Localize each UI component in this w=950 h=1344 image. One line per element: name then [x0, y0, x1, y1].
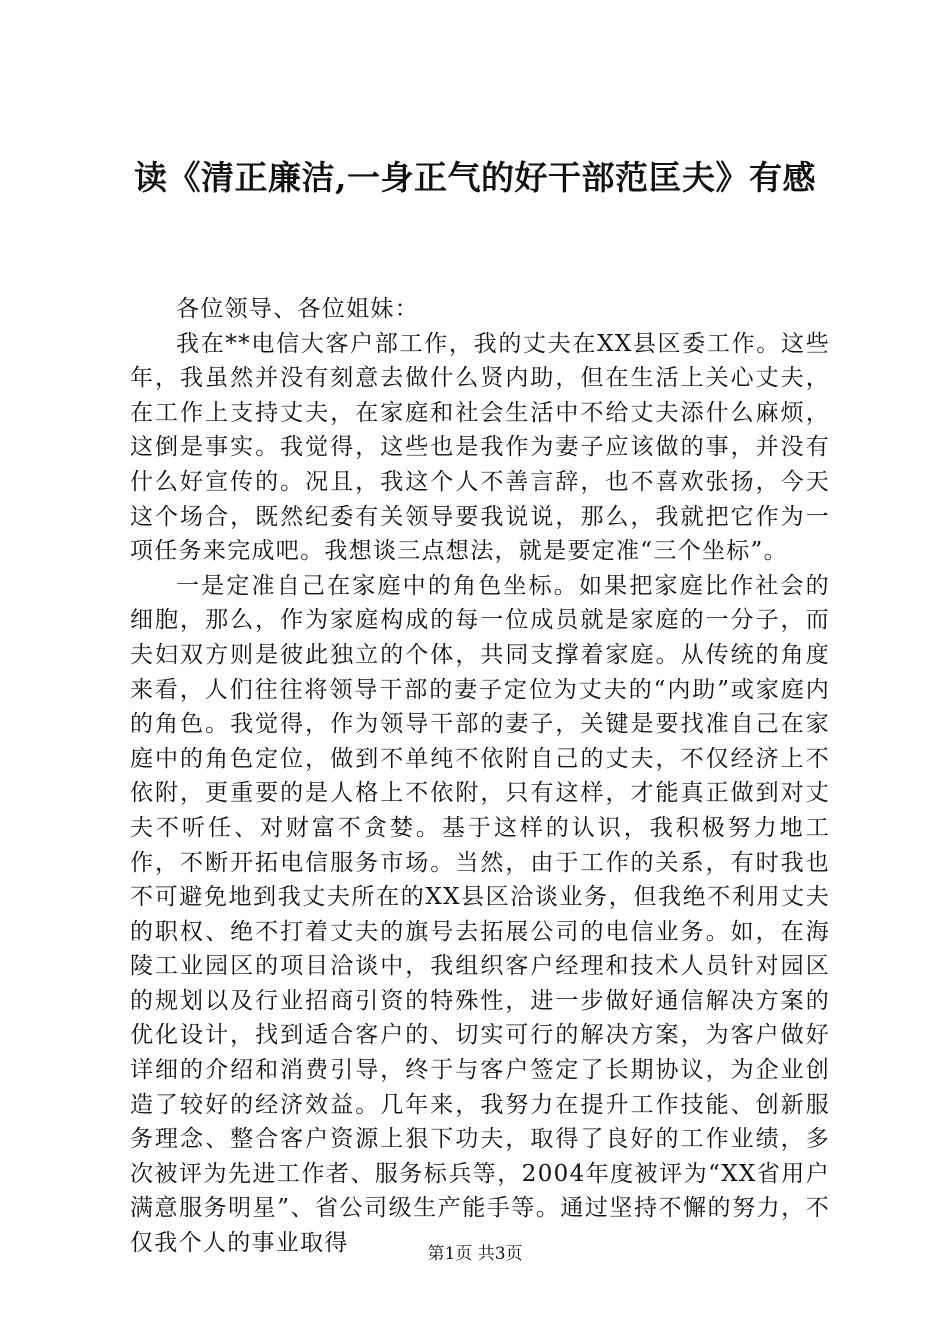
document-body	[130, 292, 830, 1261]
salutation: 各位领导、各位姐妹：	[176, 296, 419, 322]
page-number: 第1页 共3页	[427, 1244, 523, 1264]
paragraph-intro: 我在**电信大客户部工作，我的丈夫在XX县区委工作。这些年，我虽然并没有刻意去做什么贤内助，但在生活上关心丈夫，在工作上支持丈夫，在家庭和社会生活中不给丈夫添什么麻烦，这倒是事实。我觉得，这些也是我作为妻子应该做的事，并没有什么好宣传的。况且，我这个人不善言辞，也不喜欢张扬，今天这个场合，既然纪委有关领导要我说说，那么，我就把它作为一项任务来完成吧。我想谈三点想法，就是要定准“三个坐标”。	[130, 330, 830, 565]
paragraph-first-point: 一是定准自己在家庭中的角色坐标。如果把家庭比作社会的细胞，那么，作为家庭构成的每一位成员就是家庭的一分子，而夫妇双方则是彼此独立的个体，共同支撑着家庭。从传统的角度来看，人们往往将领导干部的妻子定位为丈夫的“内助”或家庭内的角色。我觉得，作为领导干部的妻子，关键是要找准自己在家庭中的角色定位，做到不单纯不依附自己的丈夫，不仅经济上不依附，更重要的是人格上不依附，只有这样，才能真正做到对丈夫不听任、对财富不贪婪。基于这样的认识，我积极努力地工作，不断开拓电信服务市场。当然，由于工作的关系，有时我也不可避免地到我丈夫所在的XX县区洽谈业务，但我绝不利用丈夫的职权、绝不打着丈夫的旗号去拓展公司的电信业务。如，在海陵工业园区的项目洽谈中，我组织客户经理和技术人员针对园区的规划以及行业招商引资的特殊性，进一步做好通信解决方案的优化设计，找到适合客户的、切实可行的解决方案，为客户做好详细的介绍和消费引导，终于与客户签定了长期协议，为企业创造了较好的经济效益。几年来，我努力在提升工作技能、创新服务理念、整合客户资源上狠下功夫，取得了良好的工作业绩，多次被评为先进工作者、服务标兵等，2004年度被评为“XX省用户满意服务明星”、省公司级生产能手等。通过坚持不懈的努力，不仅我个人的事业取得	[130, 572, 830, 1257]
document-title: 读《清正廉洁,一身正气的好干部范匡夫》有感	[134, 158, 816, 197]
